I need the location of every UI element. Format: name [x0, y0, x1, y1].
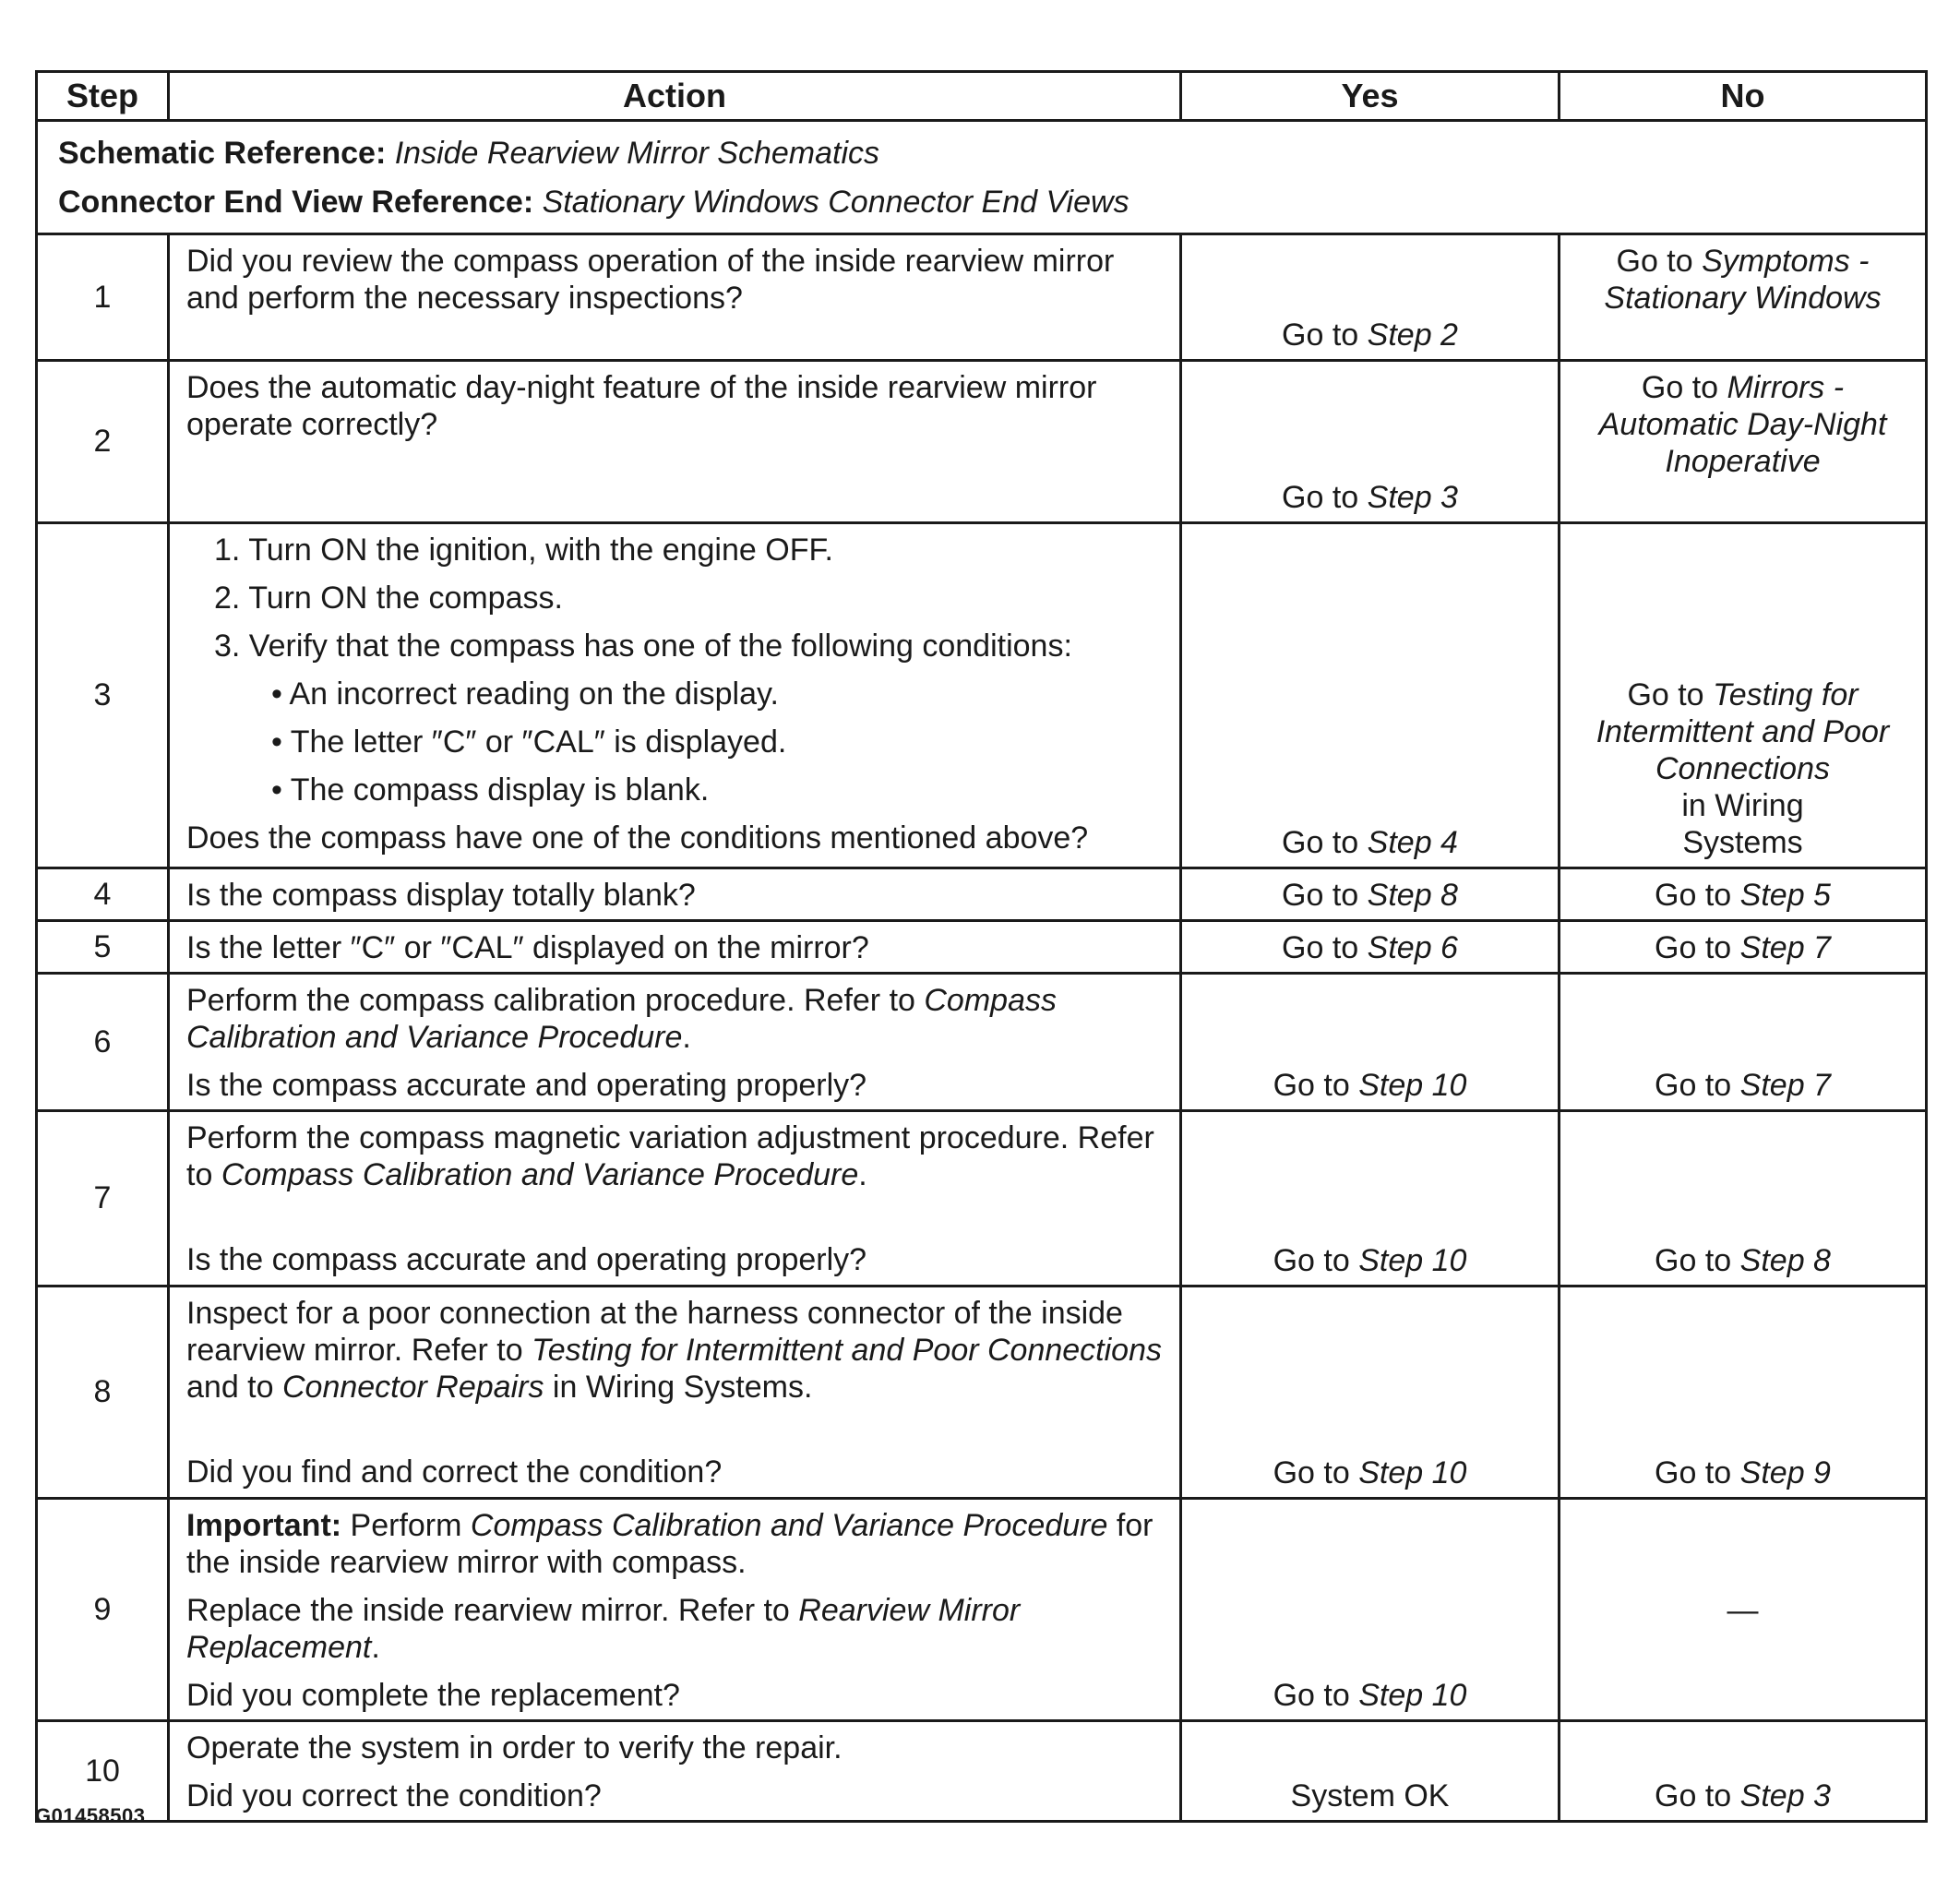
no-cell	[1560, 1499, 1927, 1721]
yes-step-link[interactable]: Step 10	[1358, 1678, 1467, 1713]
no-step-link[interactable]: Step 7	[1739, 1068, 1831, 1103]
go-to-text: Go to	[1282, 480, 1359, 515]
action-cell	[169, 974, 1181, 1111]
action-text: Perform the compass magnetic variation adjustment procedure. Refer to Compass Calibration and Variance Procedure.	[186, 1120, 1154, 1192]
procedure-link[interactable]: Compass Calibration and Variance Procedure	[470, 1508, 1108, 1543]
yes-step-link[interactable]: Step 8	[1367, 878, 1458, 913]
yes-step-link[interactable]: Step 6	[1367, 930, 1458, 965]
no-dash: —	[1727, 1593, 1759, 1628]
replacement-link[interactable]: Rearview Mirror Replacement	[186, 1593, 1021, 1665]
header-step: Step	[37, 72, 169, 121]
list-item: 2. Turn ON the compass.	[214, 580, 563, 616]
yes-cell	[1181, 868, 1560, 921]
table-row	[37, 868, 1927, 921]
yes-cell	[1181, 1499, 1560, 1721]
reference-cell	[37, 121, 1927, 234]
question-text: Did you correct the condition?	[186, 1778, 602, 1813]
yes-step-link[interactable]: Step 3	[1367, 480, 1458, 515]
no-link[interactable]: Symptoms - Stationary Windows	[1604, 244, 1882, 316]
yes-step-link[interactable]: Step 10	[1358, 1068, 1467, 1103]
no-link[interactable]: Mirrors - Automatic Day-Night Inoperative	[1598, 370, 1887, 479]
yes-cell	[1181, 974, 1560, 1111]
no-text: in Wiring	[1681, 788, 1804, 823]
reference-row	[37, 121, 1927, 234]
action-text: Is the letter ″C″ or ″CAL″ displayed on the mirror?	[186, 930, 869, 965]
yes-cell	[1181, 921, 1560, 974]
go-to-text: Go to	[1616, 244, 1693, 279]
testing-link[interactable]: Testing for Intermittent and Poor Connections	[532, 1333, 1162, 1368]
schematic-reference-label: Schematic Reference:	[58, 136, 387, 171]
list-item: 3. Verify that the compass has one of the following conditions:	[214, 628, 1072, 664]
schematic-reference	[58, 129, 1916, 178]
connector-repairs-link[interactable]: Connector Repairs	[281, 1370, 544, 1405]
yes-step-link[interactable]: Step 10	[1358, 1243, 1467, 1278]
table-row	[37, 1721, 1927, 1822]
go-to-text: Go to	[1655, 878, 1732, 913]
step-number: 7	[37, 1111, 169, 1287]
no-link[interactable]: Testing for Intermittent and Poor Connections	[1595, 677, 1890, 786]
table-row	[37, 1499, 1927, 1721]
no-text: Systems	[1682, 825, 1803, 860]
connector-reference	[58, 178, 1916, 227]
action-cell	[169, 921, 1181, 974]
table-row	[37, 974, 1927, 1111]
action-text: Inspect for a poor connection at the harness connector of the inside rearview mirror. Refer to Testing for Intermittent and Poor Connections and to Connector Repairs in Wiring Systems.	[186, 1296, 1162, 1405]
table-row	[37, 523, 1927, 868]
question-text: Did you complete the replacement?	[186, 1678, 680, 1713]
no-cell	[1560, 1721, 1927, 1822]
go-to-text: Go to	[1655, 1243, 1732, 1278]
go-to-text: Go to	[1273, 1455, 1350, 1490]
header-no: No	[1560, 72, 1927, 121]
go-to-text: Go to	[1655, 930, 1732, 965]
schematic-reference-link[interactable]: Inside Rearview Mirror Schematics	[394, 136, 879, 171]
no-step-link[interactable]: Step 7	[1739, 930, 1831, 965]
table-row	[37, 1287, 1927, 1499]
table-row	[37, 1111, 1927, 1287]
bullet-item: • The compass display is blank.	[271, 772, 710, 808]
action-cell	[169, 523, 1181, 868]
table-row	[37, 361, 1927, 523]
figure-id: G01458503	[35, 1804, 146, 1827]
yes-cell	[1181, 234, 1560, 361]
no-cell	[1560, 1111, 1927, 1287]
action-cell	[169, 1499, 1181, 1721]
step-number: 8	[37, 1287, 169, 1499]
procedure-link[interactable]: Compass Calibration and Variance Procedure	[221, 1157, 859, 1192]
yes-cell	[1181, 523, 1560, 868]
go-to-text: Go to	[1273, 1678, 1350, 1713]
action-cell	[169, 868, 1181, 921]
important-note: Important: Perform Compass Calibration and Variance Procedure for the inside rearview mirror with compass.	[186, 1508, 1153, 1580]
table-row	[37, 234, 1927, 361]
action-cell	[169, 1721, 1181, 1822]
yes-step-link[interactable]: Step 4	[1367, 825, 1458, 860]
header-yes: Yes	[1181, 72, 1560, 121]
header-row	[37, 72, 1927, 121]
procedure-link[interactable]: Compass Calibration and Variance Procedure	[186, 983, 1057, 1055]
go-to-text: Go to	[1282, 825, 1359, 860]
step-number: 6	[37, 974, 169, 1111]
go-to-text: Go to	[1282, 317, 1359, 353]
question-text: Did you find and correct the condition?	[186, 1454, 723, 1490]
go-to-text: Go to	[1655, 1068, 1732, 1103]
go-to-text: Go to	[1273, 1068, 1350, 1103]
step-number: 1	[37, 234, 169, 361]
go-to-text: Go to	[1273, 1243, 1350, 1278]
action-text: Replace the inside rearview mirror. Refer to Rearview Mirror Replacement.	[186, 1593, 1021, 1665]
step-number: 3	[37, 523, 169, 868]
action-text: Perform the compass calibration procedure. Refer to Compass Calibration and Variance Procedure.	[186, 983, 1057, 1055]
action-text: Did you review the compass operation of the inside rearview mirror and perform the necessary inspections?	[186, 244, 1115, 316]
action-cell	[169, 1287, 1181, 1499]
question-text: Is the compass accurate and operating properly?	[186, 1068, 867, 1103]
no-cell	[1560, 921, 1927, 974]
go-to-text: Go to	[1655, 1778, 1732, 1813]
yes-cell	[1181, 1287, 1560, 1499]
no-step-link[interactable]: Step 5	[1739, 878, 1831, 913]
no-cell	[1560, 361, 1927, 523]
step-number: 2	[37, 361, 169, 523]
step-number: 5	[37, 921, 169, 974]
no-cell	[1560, 974, 1927, 1111]
go-to-text: Go to	[1282, 878, 1359, 913]
bullet-item: • The letter ″C″ or ″CAL″ is displayed.	[271, 724, 787, 760]
no-step-link[interactable]: Step 3	[1739, 1778, 1831, 1813]
go-to-text: Go to	[1627, 677, 1704, 712]
yes-step-link[interactable]: Step 10	[1358, 1455, 1467, 1490]
yes-step-link[interactable]: Step 2	[1367, 317, 1458, 353]
yes-cell	[1181, 1721, 1560, 1822]
header-action: Action	[169, 72, 1181, 121]
action-text: Operate the system in order to verify the repair.	[186, 1730, 843, 1765]
action-text: Is the compass display totally blank?	[186, 878, 696, 913]
go-to-text: Go to	[1655, 1455, 1732, 1490]
question-text: Does the compass have one of the conditions mentioned above?	[186, 820, 1089, 856]
step-number: 4	[37, 868, 169, 921]
question-text: Is the compass accurate and operating properly?	[186, 1242, 867, 1277]
go-to-text: Go to	[1641, 370, 1719, 405]
table-row	[37, 921, 1927, 974]
go-to-text: Go to	[1282, 930, 1359, 965]
action-cell	[169, 361, 1181, 523]
step-number: 9	[37, 1499, 169, 1721]
no-cell	[1560, 1287, 1927, 1499]
action-cell	[169, 1111, 1181, 1287]
diagnostic-table	[35, 70, 1928, 1823]
no-cell	[1560, 234, 1927, 361]
action-cell	[169, 234, 1181, 361]
list-item: 1. Turn ON the ignition, with the engine OFF.	[214, 533, 833, 568]
no-cell	[1560, 523, 1927, 868]
yes-cell	[1181, 1111, 1560, 1287]
connector-reference-link[interactable]: Stationary Windows Connector End Views	[542, 185, 1129, 220]
important-label: Important:	[186, 1508, 342, 1543]
connector-reference-label: Connector End View Reference:	[58, 185, 534, 220]
no-step-link[interactable]: Step 8	[1739, 1243, 1831, 1278]
system-ok-text: System OK	[1290, 1778, 1450, 1813]
action-text: Does the automatic day-night feature of the inside rearview mirror operate correctly?	[186, 370, 1097, 442]
no-step-link[interactable]: Step 9	[1739, 1455, 1831, 1490]
yes-cell	[1181, 361, 1560, 523]
no-cell	[1560, 868, 1927, 921]
step-number: 10	[37, 1721, 169, 1822]
bullet-item: • An incorrect reading on the display.	[271, 676, 779, 712]
